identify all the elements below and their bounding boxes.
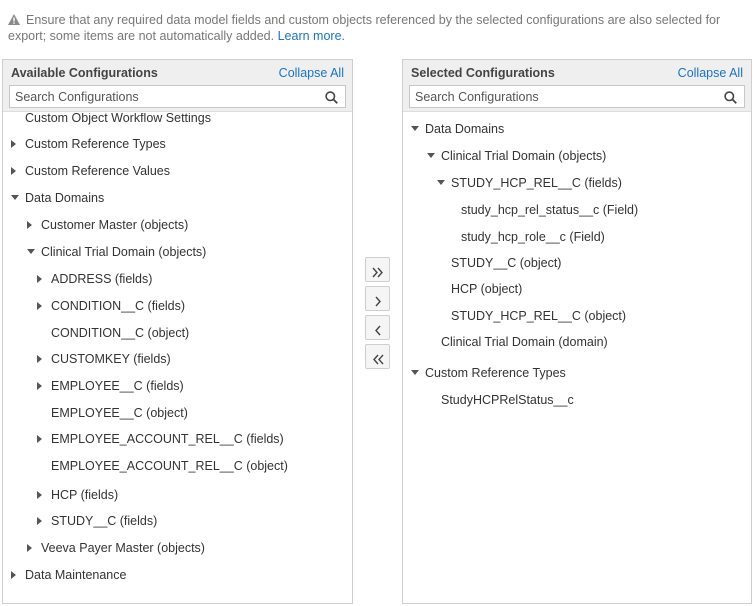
tree-item[interactable] — [403, 146, 751, 166]
tree-item-label: Custom Reference Types — [425, 366, 566, 380]
caret-right-icon[interactable] — [11, 167, 19, 175]
tree-item-label: EMPLOYEE_ACCOUNT_REL__C (fields) — [51, 432, 284, 446]
tree-item[interactable] — [403, 253, 751, 273]
warning-icon — [8, 14, 20, 25]
tree-item[interactable] — [403, 173, 751, 193]
caret-down-icon[interactable] — [27, 248, 35, 256]
export-notice — [8, 12, 746, 44]
tree-item[interactable] — [3, 215, 352, 235]
tree-item-label: ADDRESS (fields) — [51, 272, 153, 286]
caret-right-icon[interactable] — [37, 275, 45, 283]
tree-item-label: STUDY__C (object) — [451, 256, 562, 270]
tree-item[interactable] — [3, 134, 352, 154]
available-panel-header — [3, 60, 352, 112]
tree-item[interactable] — [3, 113, 352, 128]
caret-right-icon[interactable] — [37, 382, 45, 390]
available-tree — [3, 113, 352, 603]
move-left-button[interactable] — [365, 315, 390, 340]
tree-item[interactable] — [3, 429, 352, 449]
selected-search-input[interactable] — [410, 86, 744, 107]
tree-item-label: Custom Reference Types — [25, 137, 166, 151]
tree-item-label: HCP (fields) — [51, 488, 119, 502]
tree-item-label: Customer Master (objects) — [41, 218, 189, 232]
caret-down-icon[interactable] — [411, 125, 419, 133]
tree-item-label: Custom Object Workflow Settings — [25, 113, 211, 125]
search-icon[interactable] — [724, 91, 737, 104]
caret-right-icon[interactable] — [37, 517, 45, 525]
caret-down-icon[interactable] — [411, 369, 419, 377]
learn-more-link[interactable]: Learn more. — [277, 29, 345, 43]
tree-item[interactable] — [403, 306, 751, 326]
tree-item-label: EMPLOYEE_ACCOUNT_REL__C (object) — [51, 459, 288, 473]
tree-item-label: Data Domains — [425, 122, 505, 136]
caret-down-icon[interactable] — [437, 179, 445, 187]
selected-collapse-all-link[interactable]: Collapse All — [677, 66, 743, 80]
chevron-left-icon — [372, 325, 384, 336]
tree-item-label: study_hcp_role__c (Field) — [461, 230, 605, 244]
tree-item-label: EMPLOYEE__C (fields) — [51, 379, 184, 393]
caret-right-icon[interactable] — [37, 491, 45, 499]
caret-down-icon[interactable] — [427, 152, 435, 160]
tree-item[interactable] — [3, 403, 352, 423]
chevron-right-icon — [372, 296, 384, 307]
tree-item-label: StudyHCPRelStatus__c — [441, 393, 574, 407]
caret-right-icon[interactable] — [27, 221, 35, 229]
caret-right-icon[interactable] — [37, 355, 45, 363]
tree-item-label: STUDY_HCP_REL__C (fields) — [451, 176, 622, 190]
caret-right-icon[interactable] — [11, 571, 19, 579]
selected-search-box — [409, 85, 745, 108]
tree-item-label: Data Domains — [25, 191, 105, 205]
tree-item[interactable] — [3, 161, 352, 181]
tree-item-label: STUDY_HCP_REL__C (object) — [451, 309, 627, 323]
tree-item[interactable] — [3, 456, 352, 476]
tree-item-label: STUDY__C (fields) — [51, 514, 158, 528]
tree-item[interactable] — [403, 200, 751, 220]
tree-item[interactable] — [3, 538, 352, 558]
tree-item[interactable] — [403, 227, 751, 247]
tree-item[interactable] — [403, 332, 751, 352]
tree-item-label: Veeva Payer Master (objects) — [41, 541, 205, 555]
move-all-left-button[interactable] — [365, 344, 390, 369]
tree-item[interactable] — [3, 323, 352, 343]
tree-item-label: Clinical Trial Domain (objects) — [41, 245, 207, 259]
tree-item-label: study_hcp_rel_status__c (Field) — [461, 203, 639, 217]
tree-item-label: CUSTOMKEY (fields) — [51, 352, 171, 366]
tree-item-label: CONDITION__C (object) — [51, 326, 190, 340]
tree-item-label: Data Maintenance — [25, 568, 127, 582]
caret-right-icon[interactable] — [37, 435, 45, 443]
search-icon[interactable] — [325, 91, 338, 104]
selected-configurations-panel — [402, 59, 752, 604]
tree-item-label: HCP (object) — [451, 282, 523, 296]
available-configurations-panel — [2, 59, 353, 604]
available-collapse-all-link[interactable]: Collapse All — [278, 66, 344, 80]
move-right-button[interactable] — [365, 286, 390, 311]
selected-panel-header — [403, 60, 751, 112]
tree-item[interactable] — [403, 119, 751, 139]
tree-item[interactable] — [403, 363, 751, 383]
caret-right-icon[interactable] — [27, 544, 35, 552]
caret-right-icon[interactable] — [11, 140, 19, 148]
tree-item-label: Clinical Trial Domain (objects) — [441, 149, 607, 163]
tree-item[interactable] — [403, 390, 751, 410]
tree-item[interactable] — [3, 511, 352, 531]
tree-item[interactable] — [3, 242, 352, 262]
selected-tree — [403, 113, 751, 603]
move-all-right-button[interactable] — [365, 257, 390, 282]
tree-item-label: Clinical Trial Domain (domain) — [441, 335, 608, 349]
tree-item-label: EMPLOYEE__C (object) — [51, 406, 188, 420]
available-search-box — [9, 85, 346, 108]
available-panel-title: Available Configurations — [11, 66, 158, 80]
tree-item[interactable] — [3, 565, 352, 585]
available-search-input[interactable] — [10, 86, 345, 107]
tree-item-label: Custom Reference Values — [25, 164, 170, 178]
tree-item[interactable] — [3, 376, 352, 396]
notice-text: Ensure that any required data model fields and custom objects referenced by the selected configurations are also selected for export; some items are not automatically added. — [8, 13, 721, 43]
caret-down-icon[interactable] — [11, 194, 19, 202]
tree-item[interactable] — [3, 296, 352, 316]
tree-item[interactable] — [3, 188, 352, 208]
double-chevron-left-icon — [372, 354, 384, 365]
tree-item[interactable] — [403, 279, 751, 299]
tree-item-label: CONDITION__C (fields) — [51, 299, 186, 313]
double-chevron-right-icon — [372, 267, 384, 278]
tree-item[interactable] — [3, 485, 352, 505]
tree-item[interactable] — [3, 349, 352, 369]
selected-panel-title: Selected Configurations — [411, 66, 555, 80]
caret-right-icon[interactable] — [37, 302, 45, 310]
tree-item[interactable] — [3, 269, 352, 289]
